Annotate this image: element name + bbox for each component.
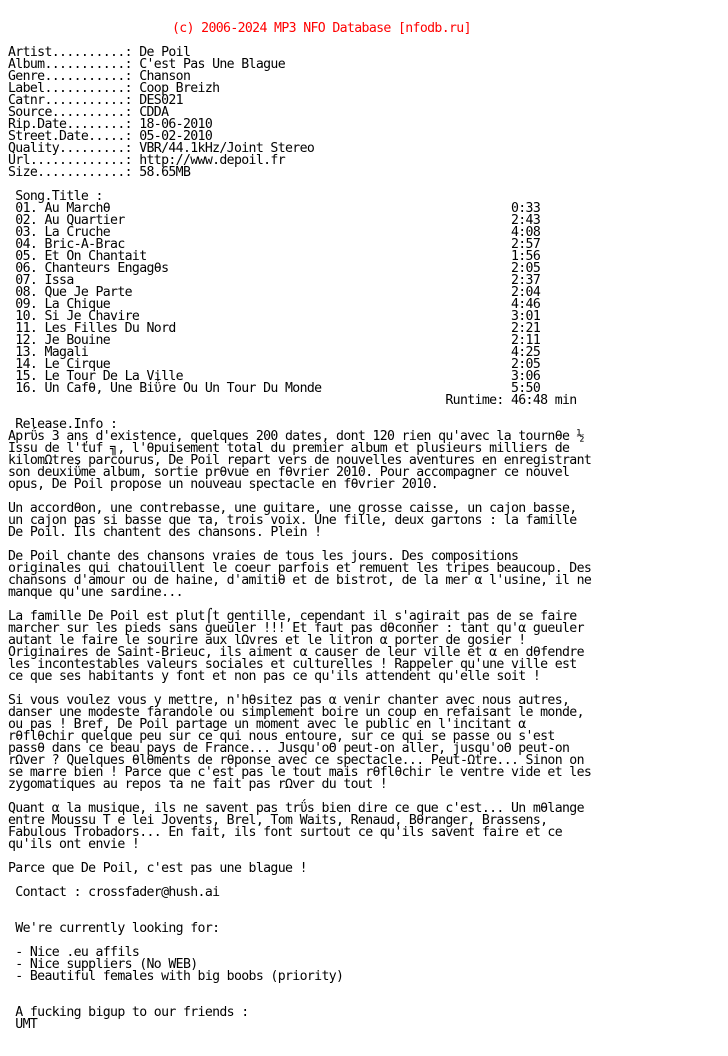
nfo-line: 15. Le Tour De La Ville 3:06 xyxy=(8,369,541,384)
nfo-line: De Poil chante des chansons vraies de tous les jours. Des compositions xyxy=(8,549,519,564)
nfo-line: autant le faire le sourire aux lΩvres et le litron α porter de gosier ! xyxy=(8,633,526,648)
nfo-line: un cajon pas si basse que τa, trois voix. Une fille, deux garτons : la famille xyxy=(8,513,577,528)
nfo-line: passθ dans ce beau pays de France... Jusqu'oΘ peut-on aller, jusqu'oΘ peut-on xyxy=(8,741,570,756)
nfo-line: Release.Info : xyxy=(8,417,118,432)
nfo-line: 08. Que Je Parte 2:04 xyxy=(8,285,541,300)
nfo-line: entre Moussu T e lei Jovents, Brel, Tom Waits, Renaud, Bθranger, Brassens, xyxy=(8,813,548,828)
nfo-line: 06. Chanteurs Engagθs 2:05 xyxy=(8,261,541,276)
nfo-line: Originaires de Saint-Brieuc, ils aiment α causer de leur ville et α en dθfendre xyxy=(8,645,584,660)
nfo-line: 11. Les Filles Du Nord 2:21 xyxy=(8,321,541,336)
nfo-line: originales qui chatouillent le coeur parfois et remuent les tripes beaucoup. Des xyxy=(8,561,592,576)
nfo-line: Song.Title : xyxy=(8,189,103,204)
nfo-line: Rip.Date........: 18-06-2010 xyxy=(8,117,213,132)
nfo-line: Aprΰs 3 ans d'existence, quelques 200 dates, dont 120 rien qu'avec la tournθe ½ xyxy=(8,429,584,444)
nfo-line: ce que ses habitants y font et non pas ce qu'ils attendent qu'elle soit ! xyxy=(8,669,541,684)
nfo-line: manque qu'une sardine... xyxy=(8,585,183,600)
nfo-line: Artist..........: De Poil xyxy=(8,45,191,60)
nfo-line: Url.............: http://www.depoil.fr xyxy=(8,153,286,168)
nfo-line: De Poil. Ils chantent des chansons. Plein ! xyxy=(8,525,322,540)
nfo-line: 02. Au Quartier 2:43 xyxy=(8,213,541,228)
nfo-line: marcher sur les pieds sans gueuler !!! Et faut pas dθconner : tant qu'α gueuler xyxy=(8,621,584,636)
nfo-line: chansons d'amour ou de haine, d'amitiθ et de bistrot, de la mer α l'usine, il ne xyxy=(8,573,592,588)
nfo-line: Genre...........: Chanson xyxy=(8,69,191,84)
nfo-line: opus, De Poil propose un nouveau spectacle en fθvrier 2010. xyxy=(8,477,439,492)
nfo-line: 01. Au Marchθ 0:33 xyxy=(8,201,541,216)
nfo-line: Size............: 58.65MB xyxy=(8,165,191,180)
site-header-link[interactable]: (c) 2006-2024 MP3 NFO Database [nfodb.ru] xyxy=(172,21,471,36)
nfo-line: rΩver ? Quelques θlθments de rθponse avec ce spectacle... Peut-Ωtre... Sinon on xyxy=(8,753,584,768)
nfo-line: 05. Et On Chantait 1:56 xyxy=(8,249,541,264)
nfo-line: Parce que De Poil, c'est pas une blague ! xyxy=(8,861,307,876)
nfo-line: Street.Date.....: 05-02-2010 xyxy=(8,129,213,144)
nfo-line: - Nice suppliers (No WEB) xyxy=(8,957,198,972)
nfo-line: 03. La Cruche 4:08 xyxy=(8,225,541,240)
nfo-line: se marre bien ! Parce que c'est pas le tout mais rθflθchir le ventre vide et les xyxy=(8,765,592,780)
blank-line xyxy=(8,983,591,995)
nfo-line: 16. Un Cafθ, Une Biΰre Ou Un Tour Du Monde 5:50 xyxy=(8,381,541,396)
nfo-line: Fabulous Trobadors... En fait, ils font surtout ce qu'ils savent faire et ce xyxy=(8,825,563,840)
nfo-line: kilomΩtres parcourus, De Poil repart vers de nouvelles aventures en enregistrant xyxy=(8,453,592,468)
nfo-line: - Nice .eu affils xyxy=(8,945,140,960)
nfo-line: 04. Bric-A-Brac 2:57 xyxy=(8,237,541,252)
nfo-line: Quant α la musique, ils ne savent pas trΰs bien dire ce que c'est... Un mθlange xyxy=(8,801,584,816)
nfo-line: UMT xyxy=(8,1017,38,1032)
nfo-line: La famille De Poil est plut⌠t gentille, cependant il s'agirait pas de se faire xyxy=(8,609,577,624)
nfo-line: danser une modeste farandole ou simplement boire un coup en refaisant le monde, xyxy=(8,705,584,720)
nfo-line: 12. Je Bouine 2:11 xyxy=(8,333,541,348)
nfo-line: les incontestables valeurs sociales et culturelles ! Rappeler qu'une ville est xyxy=(8,657,577,672)
nfo-line: 10. Si Je Chavire 3:01 xyxy=(8,309,541,324)
nfo-line: ou pas ! Bref, De Poil partage un moment avec le public en l'incitant α xyxy=(8,717,526,732)
nfo-line: 14. Le Cirque 2:05 xyxy=(8,357,541,372)
nfo-line: Un accordθon, une contrebasse, une guitare, une grosse caisse, un cajon basse, xyxy=(8,501,577,516)
nfo-line: Contact : crossfader@hush.ai xyxy=(8,885,220,900)
blank-line xyxy=(8,899,591,911)
nfo-line: Catnr...........: DES021 xyxy=(8,93,183,108)
nfo-line: Quality.........: VBR/44.1kHz/Joint Stereo xyxy=(8,141,315,156)
nfo-line: 13. Magali 4:25 xyxy=(8,345,541,360)
nfo-line: son deuxiΰme album, sortie prθvue en fθvrier 2010. Pour accompagner ce nouvel xyxy=(8,465,570,480)
nfo-line: Source..........: CDDA xyxy=(8,105,169,120)
nfo-line: - Beautiful females with big boobs (priority) xyxy=(8,969,344,984)
nfo-line: We're currently looking for: xyxy=(8,921,220,936)
nfo-line: Si vous voulez vous y mettre, n'hθsitez pas α venir chanter avec nous autres, xyxy=(8,693,570,708)
nfo-line: 07. Issa 2:37 xyxy=(8,273,541,288)
nfo-line: Label...........: Coop Breizh xyxy=(8,81,220,96)
nfo-document xyxy=(8,0,591,1031)
nfo-line: qu'ils ont envie ! xyxy=(8,837,140,852)
nfo-line: Runtime: 46:48 min xyxy=(8,393,577,408)
nfo-line: Issu de l'ťuf ╗, l'θpuisement total du premier album et plusieurs milliers de xyxy=(8,441,570,456)
nfo-line: A fucking bigup to our friends : xyxy=(8,1005,249,1020)
nfo-line: rθflθchir quelque peu sur ce qui nous entoure, sur ce qui se passe ou s'est xyxy=(8,729,555,744)
nfo-line: zygomatiques au repos τa ne fait pas rΩver du tout ! xyxy=(8,777,388,792)
nfo-line: Album...........: C'est Pas Une Blague xyxy=(8,57,286,72)
nfo-line: 09. La Chique 4:46 xyxy=(8,297,541,312)
